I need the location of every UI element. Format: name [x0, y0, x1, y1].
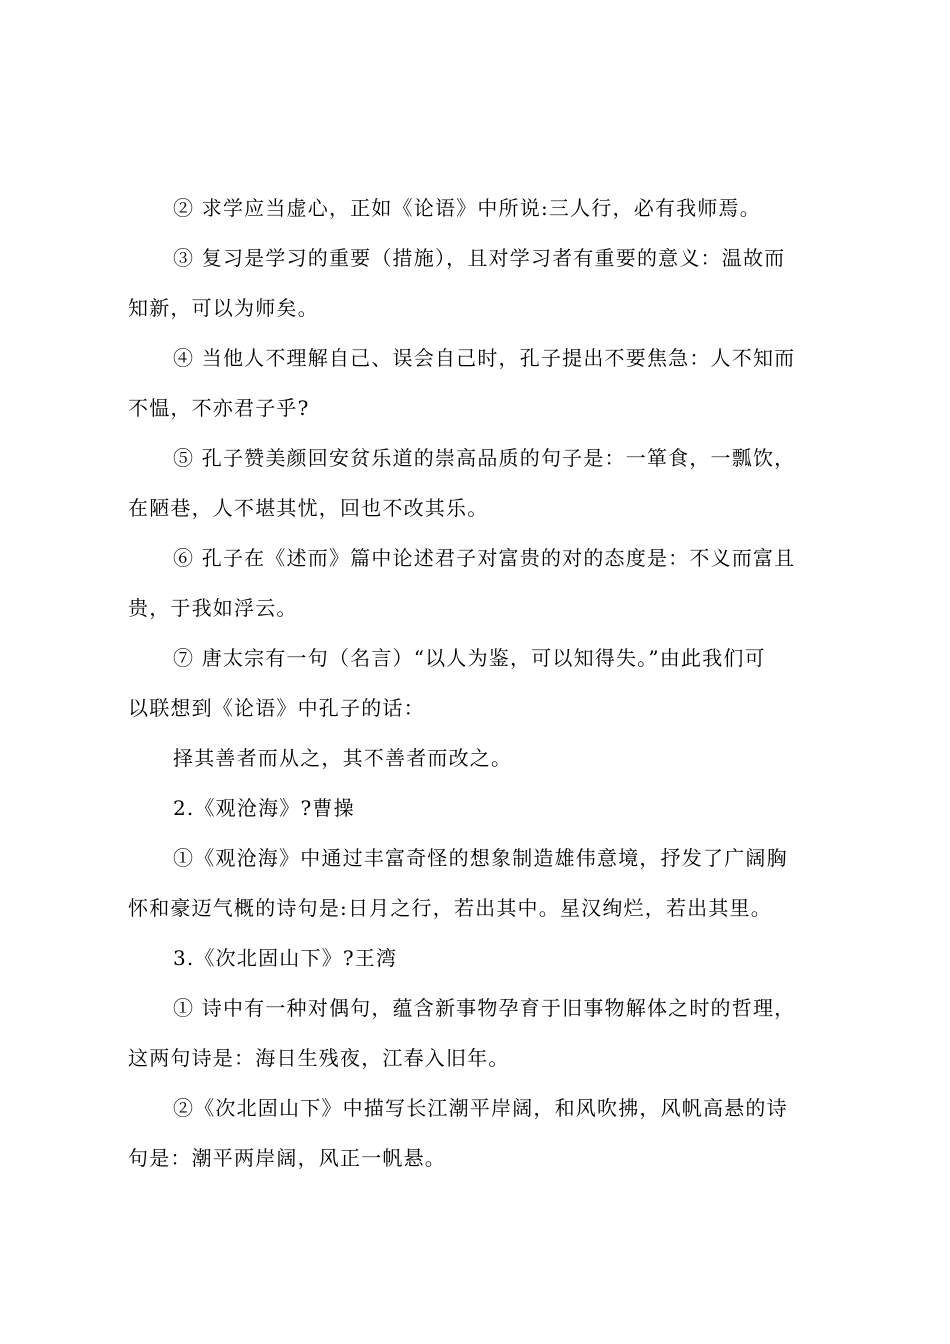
text-line: 这两句诗是：海日生残夜，江春入旧年。 [128, 1046, 510, 1070]
text-line: ①《观沧海》中通过丰富奇怪的想象制造雄伟意境，抒发了广阔胸 [173, 846, 788, 870]
text-line: ②《次北固山下》中描写长江潮平岸阔，和风吹拂，风帆高悬的诗 [173, 1096, 788, 1120]
section-heading: 2.《观沧海》?曹操 [173, 796, 355, 820]
text-line: ⑦ 唐太宗有一句（名言）“以人为鉴，可以知得失。”由此我们可 [173, 646, 766, 670]
document-body [128, 183, 830, 1183]
text-line: 怀和豪迈气概的诗句是:日月之行，若出其中。星汉绚烂，若出其里。 [128, 896, 772, 920]
text-line: ④ 当他人不理解自己、误会自己时，孔子提出不要焦急：人不知而 [173, 346, 796, 370]
text-line: 贵，于我如浮云。 [128, 596, 298, 620]
text-line: ② 求学应当虚心，正如《论语》中所说:三人行，必有我师焉。 [173, 196, 761, 220]
section-heading: 3.《次北固山下》?王湾 [173, 946, 398, 970]
text-line: 不愠，不亦君子乎? [128, 396, 310, 420]
text-line: ⑥ 孔子在《述而》篇中论述君子对富贵的对的态度是：不义而富且 [173, 546, 796, 570]
text-line: ⑤ 孔子赞美颜回安贫乐道的崇高品质的句子是：一箪食，一瓢饮， [173, 446, 796, 470]
text-line: 知新，可以为师矣。 [128, 296, 319, 320]
text-line: 以联想到《论语》中孔子的话： [128, 696, 425, 720]
text-line: ③ 复习是学习的重要（措施），且对学习者有重要的意义：温故而 [173, 246, 786, 270]
text-line: 句是：潮平两岸阔，风正一帆悬。 [128, 1146, 446, 1170]
text-line: 在陋巷，人不堪其忧，回也不改其乐。 [128, 496, 489, 520]
text-line: ① 诗中有一种对偶句，蕴含新事物孕育于旧事物解体之时的哲理， [173, 996, 796, 1020]
text-line: 择其善者而从之，其不善者而改之。 [173, 746, 513, 770]
